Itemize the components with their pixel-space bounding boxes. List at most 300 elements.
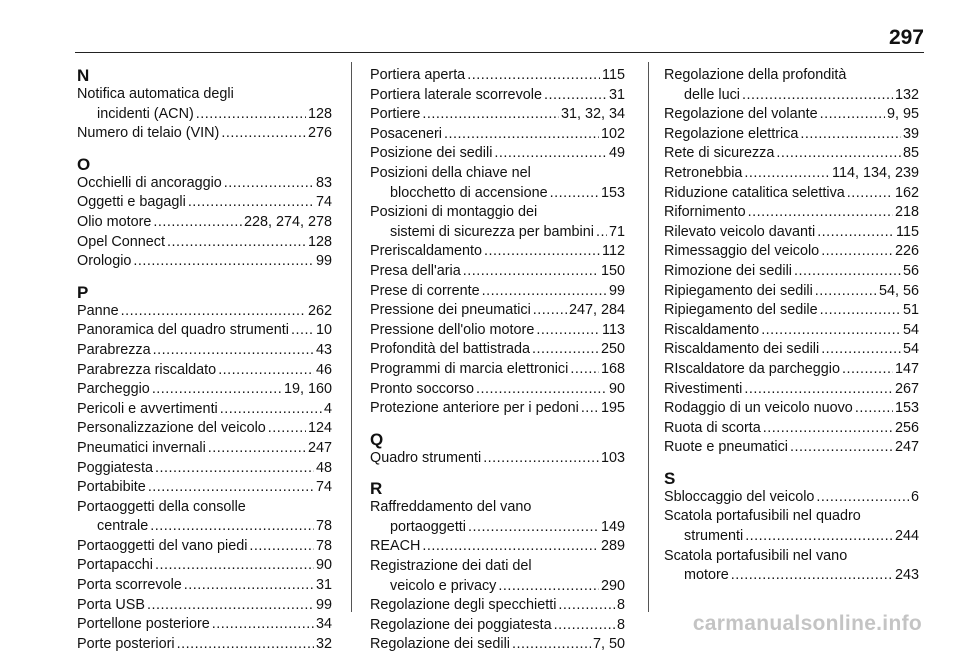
index-entry [370,282,625,302]
section-letter: R [370,479,383,499]
index-entry [370,203,625,242]
dot-leader [748,203,893,223]
entry-text: Programmi di marcia elettronici [370,360,569,377]
dot-leader [150,517,314,537]
page-ref: 228, 274, 278 [243,213,332,230]
page-ref: 78 [315,518,332,535]
index-entry [370,498,625,537]
entry-text: Ripiegamento dei sedili [664,282,813,299]
page-ref: 289 [600,538,625,555]
page-ref: 195 [600,400,625,417]
entry-text: Regolazione dei sedili [370,636,510,653]
entry-line [370,360,625,380]
entry-line [77,439,332,459]
entry-text: Rilevato veicolo davanti [664,223,816,240]
entry-line [77,233,332,253]
page-ref: 6 [910,488,919,505]
index-entry [370,321,625,341]
dot-leader [224,174,314,194]
index-entry [370,242,625,262]
index-entry [370,537,625,557]
entry-text: Pressione dei pneumatici [370,302,531,319]
page-ref: 56 [902,262,919,279]
page-ref: 54 [902,321,919,338]
index-entry [664,144,919,164]
dot-leader [220,400,322,420]
dot-leader [147,596,314,616]
index-entry [664,301,919,321]
entry-line [664,125,919,145]
entry-text: sistemi di sicurezza per bambini [390,223,594,240]
entry-text: Porta USB [77,596,145,613]
dot-leader [167,233,306,253]
entry-text: Preriscaldamento [370,243,482,260]
entry-line [370,399,625,419]
entry-line [370,340,625,360]
index-entry [370,340,625,360]
page-ref: 244 [894,528,919,545]
page-ref: 112 [602,243,625,260]
dot-leader [554,616,615,636]
entry-text: Sbloccaggio del veicolo [664,488,815,505]
entry-line [370,616,625,636]
page-ref: 226 [894,243,919,260]
entry-line [77,635,332,655]
page-ref: 114, 134, 239 [832,164,919,181]
entry-text: REACH [370,538,421,555]
header-rule [75,52,924,53]
page-ref: 4 [323,400,332,417]
dot-leader [742,86,893,106]
entry-text: Portaoggetti della consolle [77,498,246,515]
entry-line [664,262,919,282]
index-entry [77,459,332,479]
page-ref: 99 [608,282,625,299]
page-ref: 113 [602,321,625,338]
entry-text: Portiera aperta [370,67,466,83]
index-entry [77,252,332,272]
entry-text: Rete di sicurezza [664,145,775,162]
page-ref: 99 [315,596,332,613]
index-entry [77,124,332,144]
page-ref: 31 [315,577,332,594]
entry-text: Regolazione dei poggiatesta [370,616,552,633]
entry-text: Regolazione del volante [664,106,818,123]
index-section [370,66,625,419]
entry-line [370,635,625,655]
index-section [77,283,332,655]
entry-line [664,399,919,419]
section-letter: Q [370,429,384,449]
page-ref: 54 [902,341,919,358]
entry-text: Rodaggio di un veicolo nuovo [664,400,853,417]
dot-leader [794,262,901,282]
dot-leader [821,340,901,360]
index-entry [370,66,625,86]
page-ref: 256 [894,419,919,436]
dot-leader [196,105,306,125]
page-ref: 115 [896,223,919,240]
dot-leader [208,439,306,459]
entry-text: motore [684,567,729,584]
entry-line [370,66,625,86]
entry-text: Pericoli e avvertimenti [77,400,218,417]
entry-line [77,576,332,596]
dot-leader [744,164,830,184]
entry-text: Panoramica del quadro strumenti [77,322,289,339]
dot-leader [815,282,877,302]
index-section [370,479,625,655]
index-entry [664,438,919,458]
dot-leader [249,537,314,557]
index-entry [664,399,919,419]
dot-leader [468,518,599,538]
dot-leader [532,340,599,360]
page-ref: 78 [315,537,332,554]
index-entry [77,556,332,576]
entry-line [77,400,332,420]
entry-line [664,566,919,586]
entry-line [664,203,919,223]
index-entry [370,557,625,596]
index-entry [664,507,919,546]
entry-line [77,105,332,125]
page-ref: 19, 160 [283,381,332,398]
index-entry [370,449,625,469]
dot-leader [291,321,314,341]
dot-leader [581,399,599,419]
dot-leader [550,184,599,204]
index-section [370,430,625,469]
dot-leader [212,615,314,635]
entry-text: Posaceneri [370,125,442,142]
dot-leader [817,223,894,243]
index-column-2 [370,66,625,655]
entry-text: Quadro strumenti [370,449,482,466]
page-ref: 153 [894,400,919,417]
page-ref: 150 [600,262,625,279]
entry-line [370,144,625,164]
entry-text: Rifornimento [664,204,746,221]
dot-leader [512,635,591,655]
entry-text: Ripiegamento del sedile [664,302,818,319]
entry-line [664,321,919,341]
index-entry [77,174,332,194]
index-entry [664,223,919,243]
page-ref: 290 [600,577,625,594]
entry-line [77,213,332,233]
entry-text: centrale [97,518,149,535]
index-entry [664,105,919,125]
entry-line [370,105,625,125]
index-column-1 [77,66,332,654]
index-entry [664,125,919,145]
page-ref: 149 [600,518,625,535]
page-ref: 218 [894,204,919,221]
entry-text: Porta scorrevole [77,577,182,594]
index-entry [77,361,332,381]
page-ref: 34 [315,616,332,633]
dot-leader [133,252,314,272]
page-ref: 247, 284 [568,302,625,319]
page-ref: 250 [600,341,625,358]
entry-line [664,184,919,204]
entry-text: Poggiatesta [77,459,154,476]
entry-line [77,361,332,381]
page-ref: 102 [600,125,625,142]
entry-line [370,301,625,321]
entry-line [77,193,332,213]
entry-line [664,86,919,106]
index-entry [77,193,332,213]
entry-line [370,380,625,400]
entry-text: Posizione dei sedili [370,145,493,162]
section-letter: O [77,154,91,174]
index-entry [77,576,332,596]
dot-leader [842,360,893,380]
dot-leader [855,399,893,419]
page-ref: 8 [616,597,625,614]
entry-text: incidenti (ACN) [97,105,194,122]
page-ref: 124 [307,420,332,437]
dot-leader [790,438,893,458]
dot-leader [155,556,314,576]
dot-leader [558,596,615,616]
index-entry [664,419,919,439]
entry-line [664,223,919,243]
page-ref: 132 [894,86,919,103]
entry-line [664,164,919,184]
dot-leader [153,213,242,233]
dot-leader [484,242,600,262]
dot-leader [483,449,599,469]
entry-text: delle luci [684,86,740,103]
page-ref: 153 [600,184,625,201]
entry-text: Pronto soccorso [370,380,474,397]
index-entry [664,282,919,302]
dot-leader [761,321,901,341]
entry-text: Posizioni di montaggio dei [370,204,538,221]
entry-text: Parabrezza [77,341,151,358]
entry-line [370,518,625,538]
index-entry [370,596,625,616]
entry-line [370,321,625,341]
entry-text: RIscaldatore da parcheggio [664,360,840,377]
entry-line [77,380,332,400]
entry-text: Parabrezza riscaldato [77,361,217,378]
dot-leader [494,144,607,164]
index-entry [370,164,625,203]
index-entry [77,498,332,537]
entry-text: Porte posteriori [77,635,175,652]
entry-text: Regolazione della profondità [664,67,847,83]
entry-text: Prese di corrente [370,282,480,299]
index-entry [370,86,625,106]
entry-text: Profondità del battistrada [370,341,530,358]
entry-text: Numero di telaio (VIN) [77,125,220,142]
dot-leader [570,360,599,380]
dot-leader [218,361,314,381]
entry-text: blocchetto di accensione [390,184,548,201]
index-section [664,469,919,586]
index-entry [664,184,919,204]
index-entry [664,242,919,262]
dot-leader [153,341,314,361]
entry-text: Registrazione dei dati del [370,558,532,575]
entry-line [77,321,332,341]
entry-line [370,577,625,597]
entry-line [77,124,332,144]
index-entry [370,105,625,125]
entry-line [664,438,919,458]
entry-line [77,478,332,498]
page-ref: 90 [608,380,625,397]
index-entry [77,596,332,616]
entry-text: Opel Connect [77,233,165,250]
index-entry [77,537,332,557]
index-section [77,66,332,144]
page-ref: 162 [894,184,919,201]
index-entry [664,321,919,341]
page-ref: 128 [307,233,332,250]
page-ref: 83 [315,174,332,191]
entry-line [664,144,919,164]
entry-line [77,537,332,557]
entry-line [664,105,919,125]
index-entry [664,262,919,282]
dot-leader [776,144,901,164]
entry-text: Regolazione degli specchietti [370,597,557,614]
entry-text: Portiera laterale scorrevole [370,86,542,103]
dot-leader [800,125,901,145]
page-number: 297 [888,26,924,49]
entry-line [370,223,625,243]
entry-line [370,86,625,106]
page-ref: 247 [307,439,332,456]
entry-line [77,341,332,361]
entry-text: portaoggetti [390,518,467,535]
entry-text: Ruota di scorta [664,419,761,436]
page-ref: 262 [307,302,332,319]
entry-text: Presa dell'aria [370,262,461,279]
watermark: carmanualsonline.info [692,612,922,635]
index-section [77,155,332,272]
page-ref: 85 [902,145,919,162]
dot-leader [596,223,607,243]
entry-text: Scatola portafusibili nel quadro [664,508,861,525]
index-entry [370,144,625,164]
entry-text: Panne [77,302,119,319]
entry-line [664,380,919,400]
entry-line [370,262,625,282]
index-entry [664,360,919,380]
entry-line [370,282,625,302]
index-entry [664,164,919,184]
dot-leader [444,125,599,145]
index-entry [77,478,332,498]
dot-leader [847,184,893,204]
entry-line [664,360,919,380]
index-entry [77,321,332,341]
page-ref: 9, 95 [886,106,919,123]
entry-line [664,340,919,360]
entry-line [664,488,919,508]
index-entry [370,616,625,636]
page-ref: 39 [902,125,919,142]
entry-line [664,282,919,302]
entry-text: Protezione anteriore per i pedoni [370,400,579,417]
page-ref: 90 [315,557,332,574]
entry-line [77,419,332,439]
entry-text: Rimessaggio del veicolo [664,243,820,260]
entry-line [370,449,625,469]
page-ref: 71 [608,223,625,240]
dot-leader [152,380,282,400]
entry-text: Rivestimenti [664,380,743,397]
index-entry [77,439,332,459]
index-entry [77,85,332,124]
dot-leader [184,576,314,596]
dot-leader [536,321,600,341]
page-ref: 103 [600,449,625,466]
index-entry [77,233,332,253]
dot-leader [544,86,607,106]
page-ref: 49 [608,145,625,162]
entry-line [370,537,625,557]
dot-leader [221,124,306,144]
page-ref: 32 [315,635,332,652]
entry-text: Portellone posteriore [77,616,210,633]
entry-line [77,556,332,576]
index-section [664,66,919,458]
dot-leader [268,419,306,439]
page-ref: 276 [307,125,332,142]
page-ref: 48 [315,459,332,476]
entry-text: Portiere [370,106,421,123]
dot-leader [533,301,567,321]
dot-leader [498,577,599,597]
entry-text: Scatola portafusibili nel vano [664,547,848,564]
page-ref: 43 [315,341,332,358]
entry-text: Olio motore [77,213,152,230]
entry-text: veicolo e privacy [390,577,497,594]
entry-text: strumenti [684,528,744,545]
dot-leader [744,380,893,400]
entry-line [77,615,332,635]
page-ref: 243 [894,567,919,584]
entry-line [77,302,332,322]
entry-line [77,459,332,479]
entry-text: Riscaldamento dei sedili [664,341,820,358]
entry-line [77,252,332,272]
index-entry [370,399,625,419]
entry-line [664,242,919,262]
dot-leader [821,242,893,262]
page-ref: 10 [315,322,332,339]
index-entry [77,341,332,361]
dot-leader [816,488,909,508]
dot-leader [177,635,314,655]
index-entry [664,203,919,223]
dot-leader [820,301,901,321]
page-ref: 128 [307,105,332,122]
dot-leader [482,282,607,302]
dot-leader [763,419,893,439]
entry-text: Portabibite [77,479,146,496]
entry-line [664,419,919,439]
index-entry [664,340,919,360]
entry-line [370,184,625,204]
